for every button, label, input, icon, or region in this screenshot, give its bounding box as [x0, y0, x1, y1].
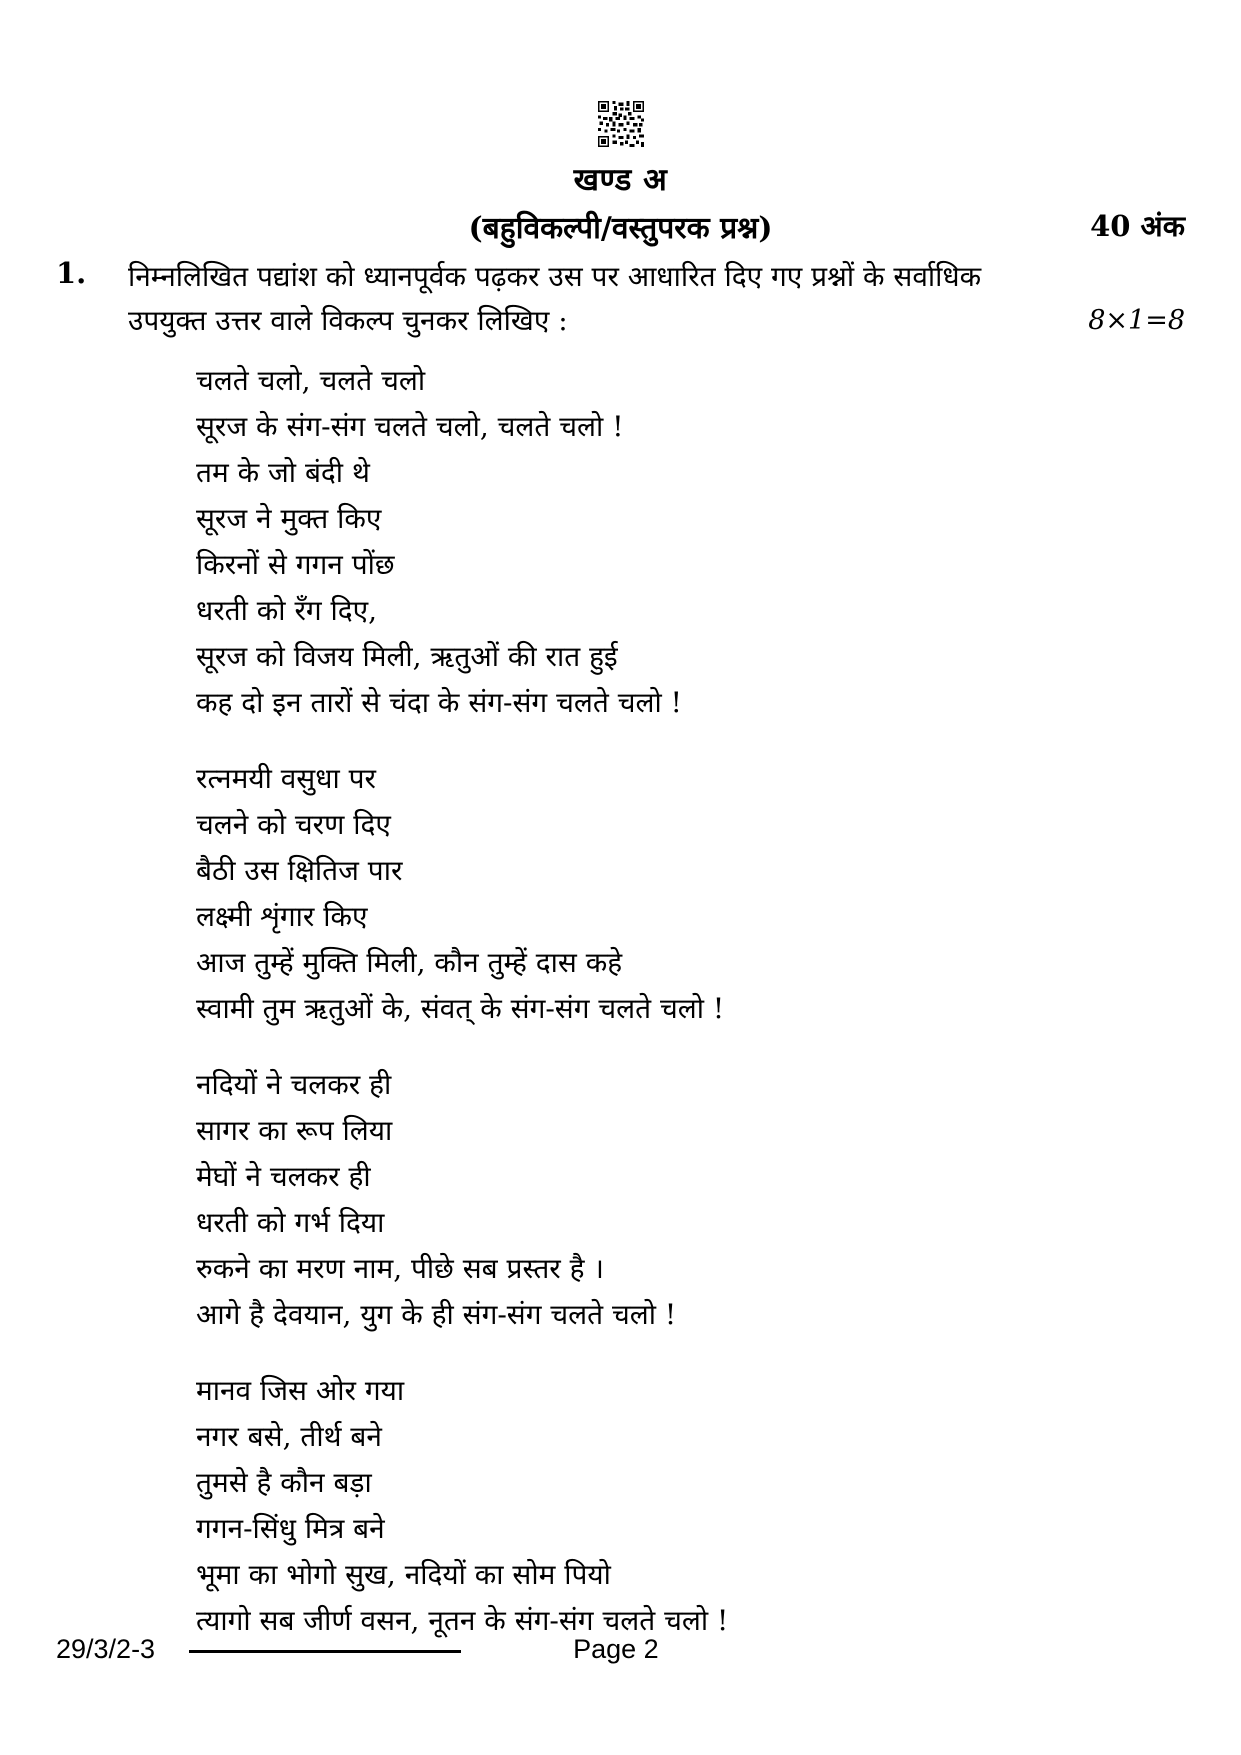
poem-line: रत्नमयी वसुधा पर [196, 762, 376, 795]
poem-line: बैठी उस क्षितिज पार [196, 854, 403, 887]
page-number: Page 2 [573, 1634, 659, 1664]
poem-line: मेघों ने चलकर ही [196, 1160, 371, 1193]
poem-stanza-3 [196, 1062, 1185, 1338]
poem-line: स्वामी तुम ऋतुओं के, संवत् के संग-संग चलते चलो ! [196, 992, 725, 1025]
section-subtitle-row [56, 206, 1185, 248]
qr-code-container [56, 0, 1185, 148]
poem-line: किरनों से गगन पोंछ [196, 548, 395, 581]
poem-line: लक्ष्मी शृंगार किए [196, 900, 368, 933]
poem-line: रुकने का मरण नाम, पीछे सब प्रस्तर है । [196, 1252, 605, 1285]
poem-line: धरती को गर्भ दिया [196, 1206, 385, 1239]
marks-scheme-label: 8×1=8 [1088, 305, 1185, 336]
poem-stanza-1 [196, 358, 1185, 726]
poem-line: धरती को रँग दिए, [196, 594, 378, 627]
poem-line: सूरज को विजय मिली, ऋतुओं की रात हुई [196, 640, 618, 673]
poem-line: चलते चलो, चलते चलो [196, 364, 426, 397]
question-intro-line2: उपयुक्त उत्तर वाले विकल्प चुनकर लिखिए : [128, 304, 568, 337]
page-footer [56, 1634, 1185, 1665]
footer-rule [189, 1650, 461, 1653]
poem-stanza-4 [196, 1368, 1185, 1644]
question-intro-line1: निम्नलिखित पद्यांश को ध्यानपूर्वक पढ़कर उस पर आधारित दिए गए प्रश्नों के सर्वाधिक [128, 260, 982, 293]
qr-code-icon [598, 100, 644, 148]
poem-line: आज तुम्हें मुक्ति मिली, कौन तुम्हें दास कहे [196, 946, 623, 979]
poem-line: नगर बसे, तीर्थ बने [196, 1420, 382, 1453]
poem-line: चलने को चरण दिए [196, 808, 391, 841]
section-title: खण्ड अ [573, 162, 668, 198]
poem-line: तम के जो बंदी थे [196, 456, 370, 489]
question-1 [56, 256, 1185, 342]
section-subtitle: (बहुविकल्पी/वस्तुपरक प्रश्न) [468, 211, 773, 246]
poem-line: तुमसे है कौन बड़ा [196, 1466, 372, 1499]
poem-line: नदियों ने चलकर ही [196, 1068, 392, 1101]
poem-line: सूरज के संग-संग चलते चलो, चलते चलो ! [196, 410, 624, 443]
poem-line: आगे है देवयान, युग के ही संग-संग चलते चलो ! [196, 1298, 677, 1331]
poem-line: भूमा का भोगो सुख, नदियों का सोम पियो [196, 1558, 611, 1591]
poem-line: सागर का रूप लिया [196, 1114, 393, 1147]
poem-line: सूरज ने मुक्त किए [196, 502, 382, 535]
poem-passage [196, 358, 1185, 1644]
question-number: 1. [56, 256, 87, 290]
poem-line: मानव जिस ओर गया [196, 1374, 405, 1407]
poem-line: कह दो इन तारों से चंदा के संग-संग चलते चलो ! [196, 686, 682, 719]
total-marks-label: 40 अंक [1090, 209, 1185, 243]
paper-code: 29/3/2-3 [56, 1634, 156, 1664]
poem-line: त्यागो सब जीर्ण वसन, नूतन के संग-संग चलते चलो ! [196, 1604, 729, 1637]
poem-stanza-2 [196, 756, 1185, 1032]
poem-line: गगन-सिंधु मित्र बने [196, 1512, 385, 1545]
